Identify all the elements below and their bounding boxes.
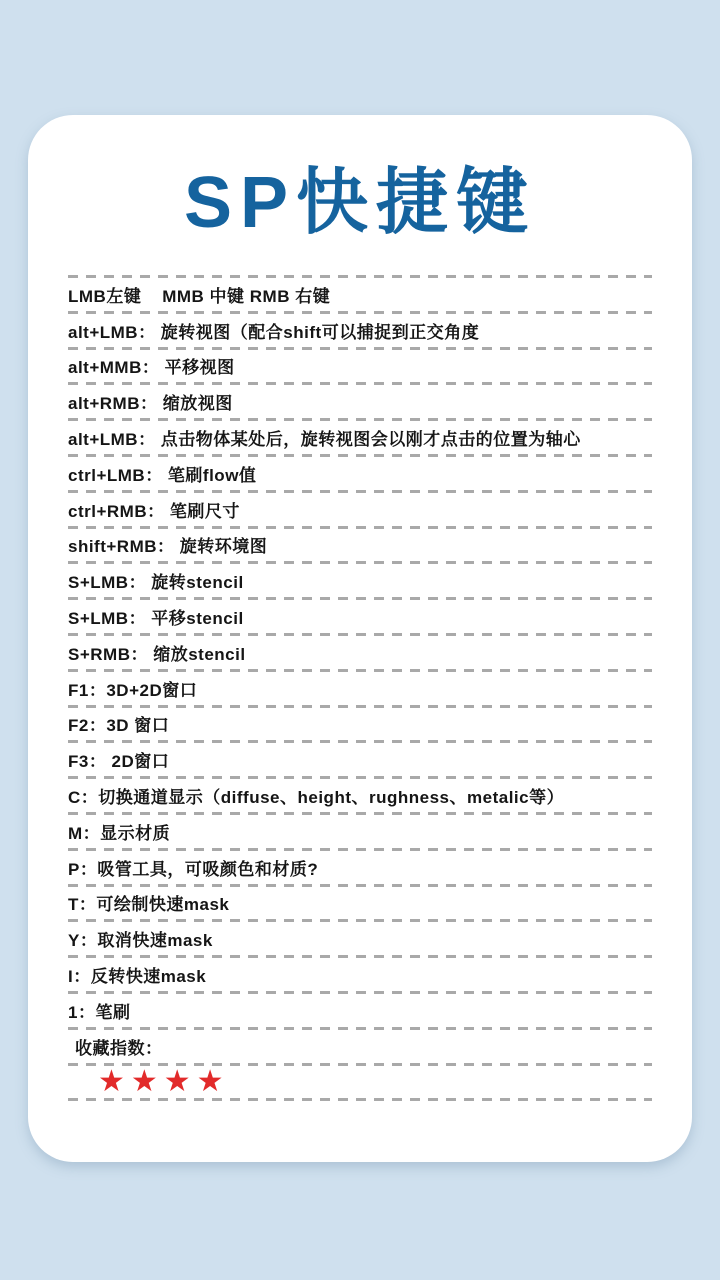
shortcut-row: F3： 2D窗口 [68, 752, 170, 772]
shortcut-row: T：可绘制快速mask [68, 895, 230, 915]
shortcut-row: alt+RMB： 缩放视图 [68, 394, 233, 414]
shortcut-row: S+LMB： 旋转stencil [68, 573, 244, 593]
shortcut-row: shift+RMB： 旋转环境图 [68, 537, 268, 557]
rating-label: 收藏指数： [75, 1038, 163, 1058]
rating-stars: ★★★★ [98, 1065, 230, 1099]
shortcut-row: Y：取消快速mask [68, 931, 213, 951]
shortcut-row: S+RMB： 缩放stencil [68, 644, 246, 664]
shortcut-row: alt+LMB： 点击物体某处后，旋转视图会以刚才点击的位置为轴心 [68, 430, 581, 450]
shortcut-row: F2：3D 窗口 [68, 716, 170, 736]
shortcut-row: M：显示材质 [68, 823, 171, 843]
shortcut-row: S+LMB： 平移stencil [68, 609, 244, 629]
shortcut-row: alt+MMB： 平移视图 [68, 358, 235, 378]
shortcut-row: ctrl+RMB： 笔刷尺寸 [68, 501, 240, 521]
shortcut-list [68, 275, 652, 1101]
shortcut-row: I：反转快速mask [68, 967, 207, 987]
shortcut-row: 1：笔刷 [68, 1002, 131, 1022]
shortcut-card [28, 115, 692, 1162]
shortcut-row: F1：3D+2D窗口 [68, 680, 198, 700]
page-title: SP快捷键 [183, 163, 537, 243]
shortcut-row: C：切换通道显示（diffuse、height、rughness、metalic等） [68, 788, 565, 808]
shortcut-row: P：吸管工具，可吸颜色和材质? [68, 859, 319, 879]
shortcut-row: alt+LMB： 旋转视图（配合shift可以捕捉到正交角度 [68, 322, 480, 342]
shortcut-row: LMB左键 MMB 中键 RMB 右键 [68, 286, 331, 306]
shortcut-row: ctrl+LMB： 笔刷flow值 [68, 465, 257, 485]
